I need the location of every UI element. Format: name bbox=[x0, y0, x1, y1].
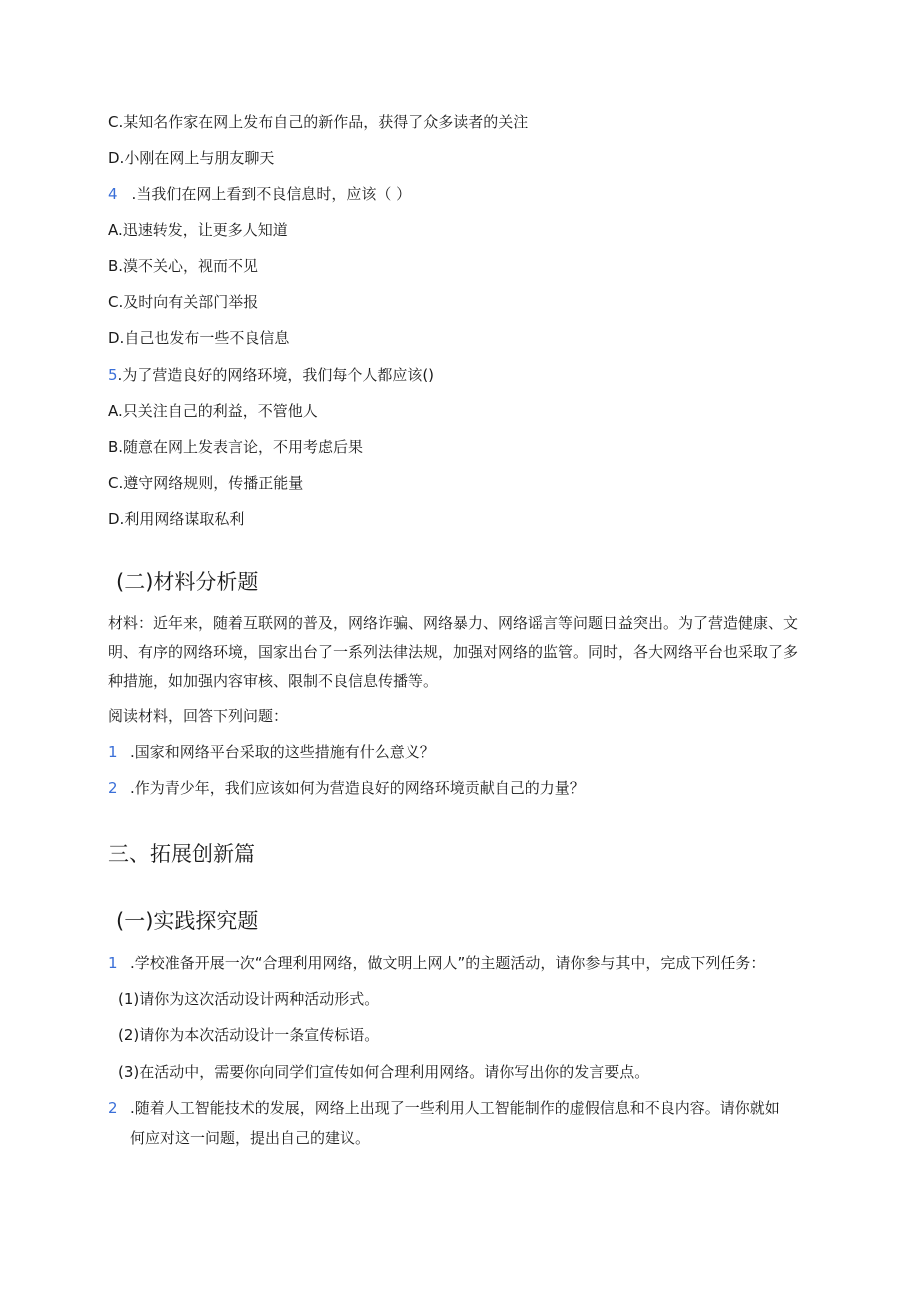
q5-number: 5 bbox=[108, 366, 118, 384]
material-question-2-number: 2 bbox=[108, 779, 118, 797]
practice-task-1: (1)请你为这次活动设计两种活动形式。 bbox=[118, 990, 380, 1008]
material-text: 材料：近年来，随着互联网的普及，网络诈骗、网络暴力、网络谣言等问题日益突出。为了营造健康、文明、有序的网络环境，国家出台了一系列法律法规，加强对网络的监管。同时，各大网络平台也采取了多种措施，如加强内容审核、限制不良信息传播等。 bbox=[108, 614, 799, 690]
practice-question-2-line1: .随着人工智能技术的发展，网络上出现了一些利用人工智能制作的虚假信息和不良内容。请你就如 bbox=[130, 1099, 780, 1117]
q5-option-c: C.遵守网络规则，传播正能量 bbox=[108, 474, 304, 492]
q5-option-d: D.利用网络谋取私利 bbox=[108, 510, 245, 528]
practice-question-2 bbox=[108, 1098, 780, 1118]
practice-task-2: (2)请你为本次活动设计一条宣传标语。 bbox=[118, 1026, 380, 1044]
q4-stem: .当我们在网上看到不良信息时，应该（ ） bbox=[131, 185, 412, 203]
q5-option-b: B.随意在网上发表言论，不用考虑后果 bbox=[108, 438, 364, 456]
q4-option-d: D.自己也发布一些不良信息 bbox=[108, 329, 290, 347]
material-question-1-number: 1 bbox=[108, 743, 118, 761]
part3-heading: 三、拓展创新篇 bbox=[108, 842, 255, 866]
q4-option-c: C.及时向有关部门举报 bbox=[108, 293, 259, 311]
q4-option-a: A.迅速转发，让更多人知道 bbox=[108, 221, 288, 239]
material-question-1-text: .国家和网络平台采取的这些措施有什么意义？ bbox=[130, 743, 435, 761]
q5-stem-line bbox=[108, 365, 434, 385]
practice-question-1 bbox=[108, 953, 765, 973]
material-instruction: 阅读材料，回答下列问题： bbox=[108, 707, 289, 725]
practice-section-heading: (一)实践探究题 bbox=[116, 909, 259, 933]
practice-question-1-number: 1 bbox=[108, 954, 118, 972]
q5-stem: .为了营造良好的网络环境，我们每个人都应该() bbox=[117, 366, 435, 384]
practice-question-2-number: 2 bbox=[108, 1099, 118, 1117]
q4-option-b: B.漠不关心，视而不见 bbox=[108, 257, 259, 275]
material-question-2 bbox=[108, 778, 585, 798]
q3-option-c: C.某知名作家在网上发布自己的新作品，获得了众多读者的关注 bbox=[108, 113, 529, 131]
q4-number: 4 bbox=[108, 185, 118, 203]
q5-option-a: A.只关注自己的利益，不管他人 bbox=[108, 402, 318, 420]
practice-task-3: (3)在活动中，需要你向同学们宣传如何合理利用网络。请你写出你的发言要点。 bbox=[118, 1063, 650, 1081]
material-question-1 bbox=[108, 742, 435, 762]
practice-question-2-line2: 何应对这一问题，提出自己的建议。 bbox=[130, 1129, 371, 1147]
q3-option-d: D.小刚在网上与朋友聊天 bbox=[108, 149, 275, 167]
practice-question-1-text: .学校准备开展一次“合理利用网络，做文明上网人”的主题活动，请你参与其中，完成下列任务： bbox=[130, 954, 766, 972]
q4-stem-line bbox=[108, 184, 411, 204]
material-section-heading: (二)材料分析题 bbox=[116, 570, 259, 594]
material-question-2-text: .作为青少年，我们应该如何为营造良好的网络环境贡献自己的力量？ bbox=[130, 779, 585, 797]
